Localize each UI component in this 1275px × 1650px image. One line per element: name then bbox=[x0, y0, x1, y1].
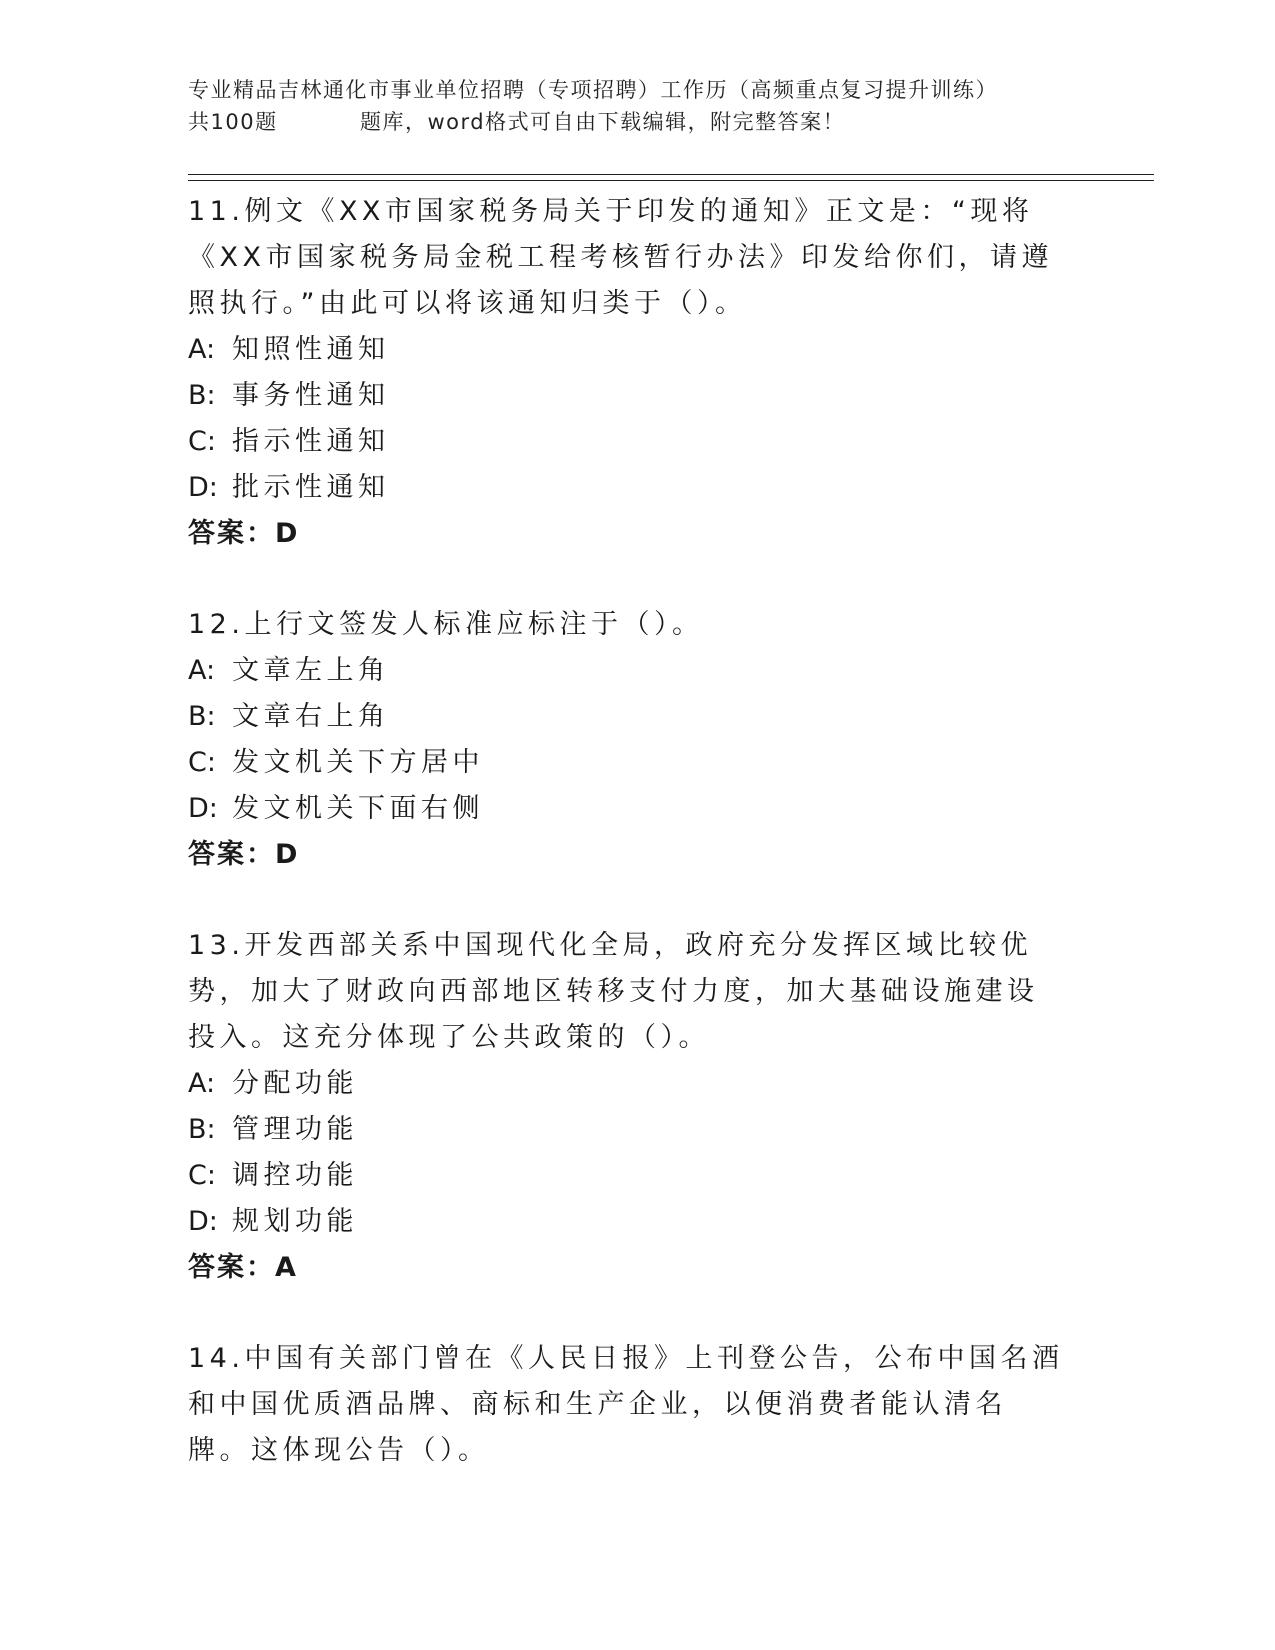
document-title: 专业精品吉林通化市事业单位招聘（专项招聘）工作历（高频重点复习提升训练） bbox=[188, 78, 998, 102]
option-text: 指示性通知 bbox=[232, 426, 390, 457]
option-b bbox=[188, 373, 1068, 419]
option-letter: A: bbox=[188, 334, 216, 365]
option-c bbox=[188, 419, 1068, 465]
question-12 bbox=[188, 602, 1068, 878]
question-stem: 12.上行文签发人标准应标注于（）。 bbox=[188, 609, 704, 640]
answer-line: 答案：A bbox=[188, 1252, 298, 1283]
option-a bbox=[188, 648, 1068, 694]
question-count: 共100题 bbox=[188, 110, 278, 134]
option-letter: B: bbox=[188, 380, 216, 411]
option-letter: C: bbox=[188, 1160, 216, 1191]
document-header bbox=[188, 74, 1108, 138]
question-stem: 13.开发西部关系中国现代化全局，政府充分发挥区域比较优势，加大了财政向西部地区转移支付力度，加大基础设施建设投入。这充分体现了公共政策的（）。 bbox=[188, 930, 1039, 1053]
header-divider-bottom bbox=[188, 180, 1154, 181]
option-text: 发文机关下方居中 bbox=[232, 747, 484, 778]
option-c bbox=[188, 1153, 1068, 1199]
option-text: 调控功能 bbox=[232, 1160, 358, 1191]
option-text: 文章右上角 bbox=[232, 701, 390, 732]
question-14 bbox=[188, 1336, 1068, 1474]
option-c bbox=[188, 740, 1068, 786]
question-stem: 11.例文《XX市国家税务局关于印发的通知》正文是：“现将《XX市国家税务局金税工程考核暂行办法》印发给你们，请遵照执行。”由此可以将该通知归类于（）。 bbox=[188, 196, 1053, 319]
option-text: 文章左上角 bbox=[232, 655, 390, 686]
question-11 bbox=[188, 189, 1068, 557]
option-letter: B: bbox=[188, 1114, 216, 1145]
answer-line: 答案：D bbox=[188, 518, 300, 549]
document-subtitle: 题库，word格式可自由下载编辑，附完整答案！ bbox=[360, 110, 846, 134]
option-d bbox=[188, 465, 1068, 511]
option-d bbox=[188, 786, 1068, 832]
option-letter: D: bbox=[188, 1206, 218, 1237]
option-text: 知照性通知 bbox=[232, 334, 390, 365]
question-list bbox=[188, 189, 1068, 1519]
option-letter: C: bbox=[188, 426, 216, 457]
option-text: 事务性通知 bbox=[232, 380, 390, 411]
option-letter: A: bbox=[188, 655, 216, 686]
option-text: 发文机关下面右侧 bbox=[232, 793, 484, 824]
option-letter: C: bbox=[188, 747, 216, 778]
header-divider-top bbox=[188, 174, 1154, 175]
question-13 bbox=[188, 923, 1068, 1291]
option-b bbox=[188, 1107, 1068, 1153]
option-letter: A: bbox=[188, 1068, 216, 1099]
option-letter: B: bbox=[188, 701, 216, 732]
option-d bbox=[188, 1199, 1068, 1245]
document-subtitle-line bbox=[188, 106, 1108, 138]
option-text: 批示性通知 bbox=[232, 472, 390, 503]
option-text: 管理功能 bbox=[232, 1114, 358, 1145]
answer-line: 答案：D bbox=[188, 839, 300, 870]
option-a bbox=[188, 327, 1068, 373]
option-b bbox=[188, 694, 1068, 740]
option-letter: D: bbox=[188, 793, 218, 824]
option-a bbox=[188, 1061, 1068, 1107]
option-text: 分配功能 bbox=[232, 1068, 358, 1099]
option-letter: D: bbox=[188, 472, 218, 503]
question-stem: 14.中国有关部门曾在《人民日报》上刊登公告，公布中国名酒和中国优质酒品牌、商标和生产企业，以便消费者能认清名牌。这体现公告（）。 bbox=[188, 1343, 1064, 1466]
option-text: 规划功能 bbox=[232, 1206, 358, 1237]
